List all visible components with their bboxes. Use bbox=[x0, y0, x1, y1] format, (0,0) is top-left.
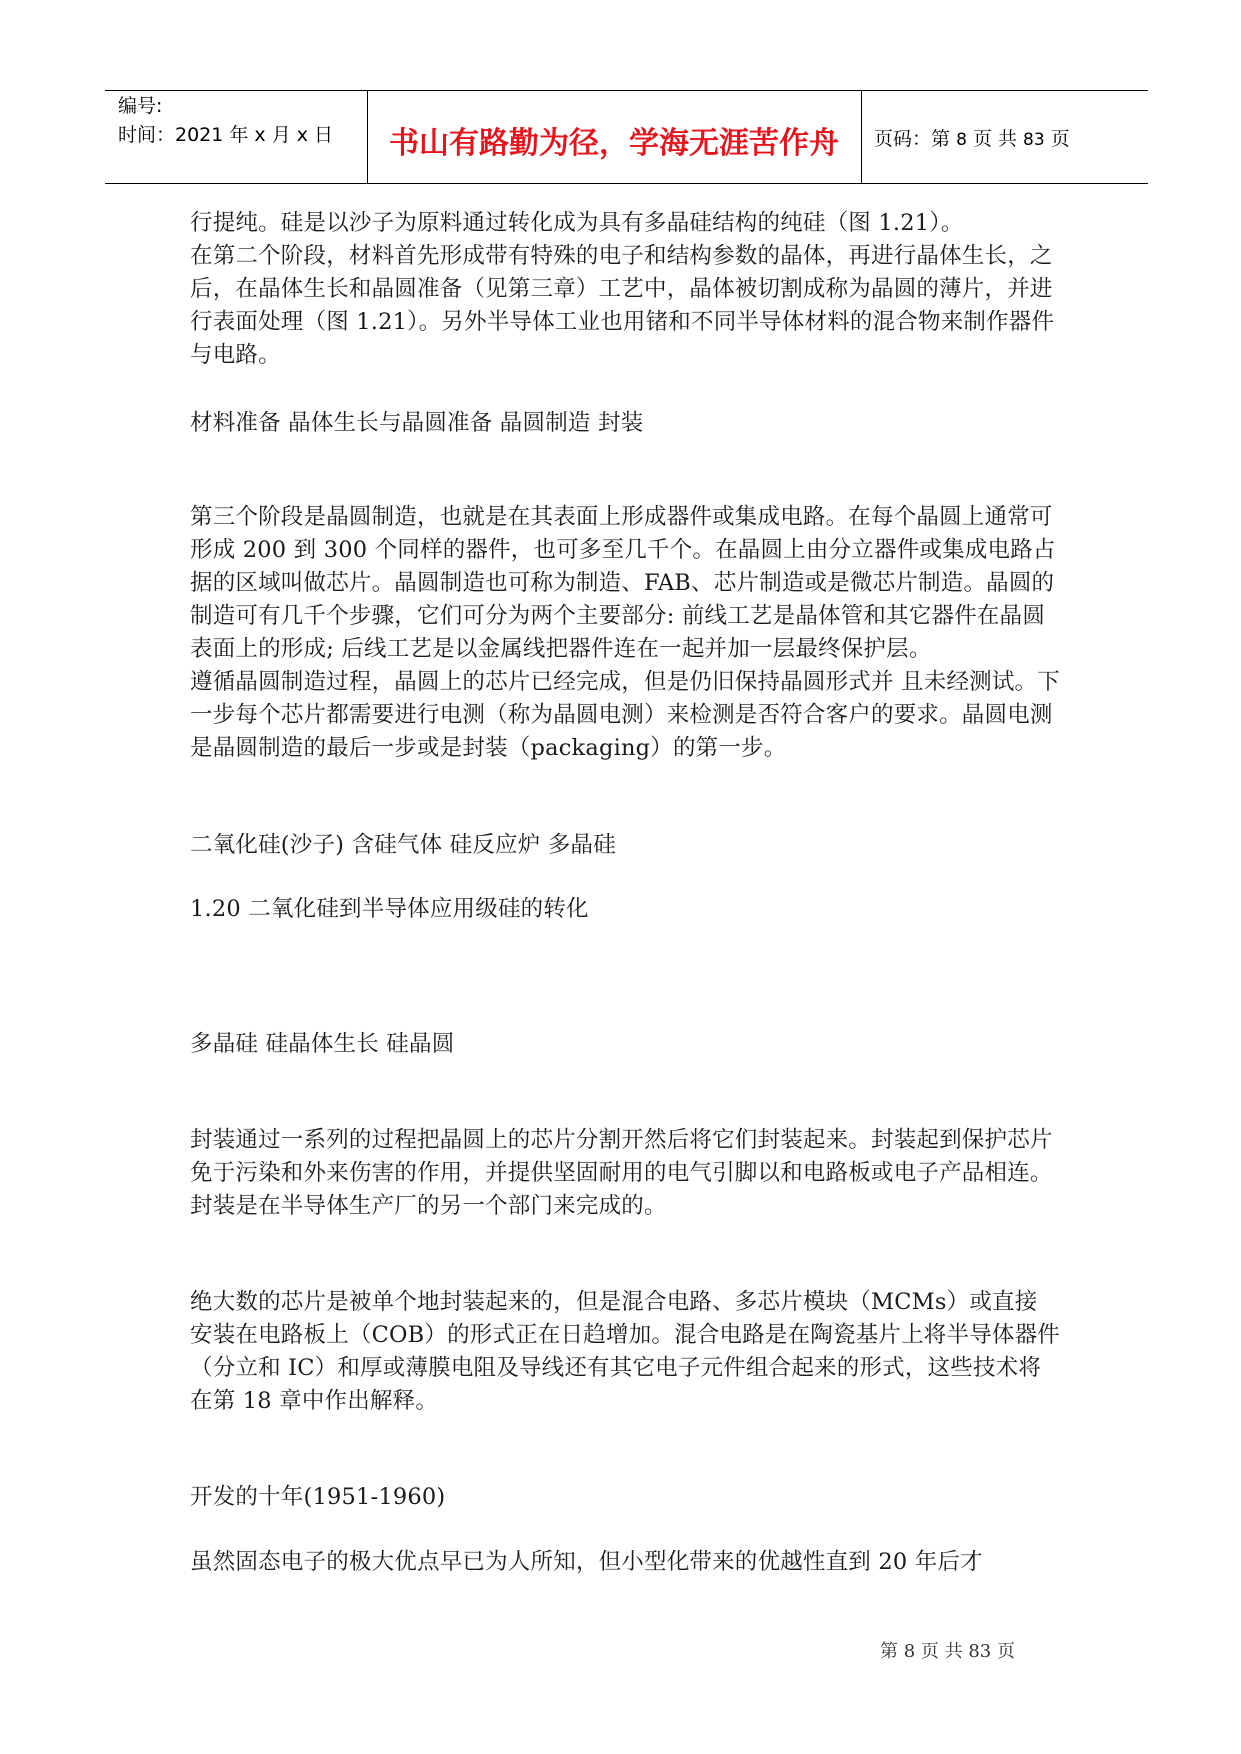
header-motto: 书山有路勤为径，学海无涯苦作舟 bbox=[389, 126, 839, 161]
page-suffix: 页 bbox=[1050, 128, 1070, 150]
paragraph-7: 虽然固态电子的极大优点早已为人所知，但小型化带来的优越性直到 20 年后才 bbox=[190, 1549, 983, 1575]
header-divider-left bbox=[367, 90, 368, 183]
header-info bbox=[118, 92, 333, 150]
header-bottom-rule bbox=[105, 183, 1148, 184]
page-total: 83 bbox=[1023, 130, 1045, 150]
section-title: 开发的十年(1951-1960) bbox=[190, 1484, 446, 1510]
figure-labels-3: 多晶硅 硅晶体生长 硅晶圆 bbox=[190, 1031, 455, 1057]
figure-labels-2: 二氧化硅(沙子) 含硅气体 硅反应炉 多晶硅 bbox=[190, 832, 616, 858]
page-current: 8 bbox=[956, 130, 967, 150]
paragraph-3: 第三个阶段是晶圆制造，也就是在其表面上形成器件或集成电路。在每个晶圆上通常可形成 200 到 300 个同样的器件，也可多至几千个。在晶圆上由分立器件或集成电路占据的区域叫做芯片。晶圆制造也可称为制造、FAB、芯片制造或是微芯片制造。晶圆的制造可有几千个步骤，它们可分为两个主要部分: 前线工艺是晶体管和其它器件在晶圆表面上的形成; 后线工艺是以金属线把器件连在一起并加一层最终保护层。 bbox=[190, 504, 1056, 662]
header-top-rule bbox=[105, 90, 1148, 91]
document-number-label: 编号: bbox=[118, 95, 163, 117]
page-prefix: 页码：第 bbox=[874, 128, 951, 150]
header-page-indicator bbox=[874, 124, 1070, 151]
header-divider-right bbox=[861, 90, 862, 183]
paragraph-4: 遵循晶圆制造过程，晶圆上的芯片已经完成，但是仍旧保持晶圆形式并 且未经测试。下一步每个芯片都需要进行电测（称为晶圆电测）来检测是否符合客户的要求。晶圆电测是晶圆制造的最后一步或是封装（packaging）的第一步。 bbox=[190, 669, 1060, 761]
body-text-block-1 bbox=[190, 207, 1060, 372]
footer-page-number: 第 8 页 共 83 页 bbox=[880, 1641, 1015, 1662]
page-middle: 页 共 bbox=[972, 128, 1017, 150]
paragraph-2: 在第二个阶段，材料首先形成带有特殊的电子和结构参数的晶体，再进行晶体生长，之后，在晶体生长和晶圆准备（见第三章）工艺中，晶体被切割成称为晶圆的薄片，并进行表面处理（图 1.21）。另外半导体工业也用锗和不同半导体材料的混合物来制作器件与电路。 bbox=[190, 243, 1055, 368]
figure-caption: 1.20 二氧化硅到半导体应用级硅的转化 bbox=[190, 896, 589, 922]
document-time-label: 时间：2021 年 x 月 x 日 bbox=[118, 124, 334, 146]
paragraph-6: 绝大数的芯片是被单个地封装起来的，但是混合电路、多芯片模块（MCMs）或直接安装在电路板上（COB）的形式正在日趋增加。混合电路是在陶瓷基片上将半导体器件（分立和 IC）和厚或薄膜电阻及导线还有其它电子元件组合起来的形式，这些技术将在第 18 章中作出解释。 bbox=[190, 1289, 1060, 1414]
body-text-block-2 bbox=[190, 501, 1060, 765]
paragraph-5: 封装通过一系列的过程把晶圆上的芯片分割开然后将它们封装起来。封装起到保护芯片免于污染和外来伤害的作用，并提供坚固耐用的电气引脚以和电路板或电子产品相连。封装是在半导体生产厂的另一个部门来完成的。 bbox=[190, 1127, 1053, 1219]
figure-labels-1: 材料准备 晶体生长与晶圆准备 晶圆制造 封装 bbox=[190, 410, 644, 436]
paragraph-1: 行提纯。硅是以沙子为原料通过转化成为具有多晶硅结构的纯硅（图 1.21）。 bbox=[190, 210, 964, 236]
